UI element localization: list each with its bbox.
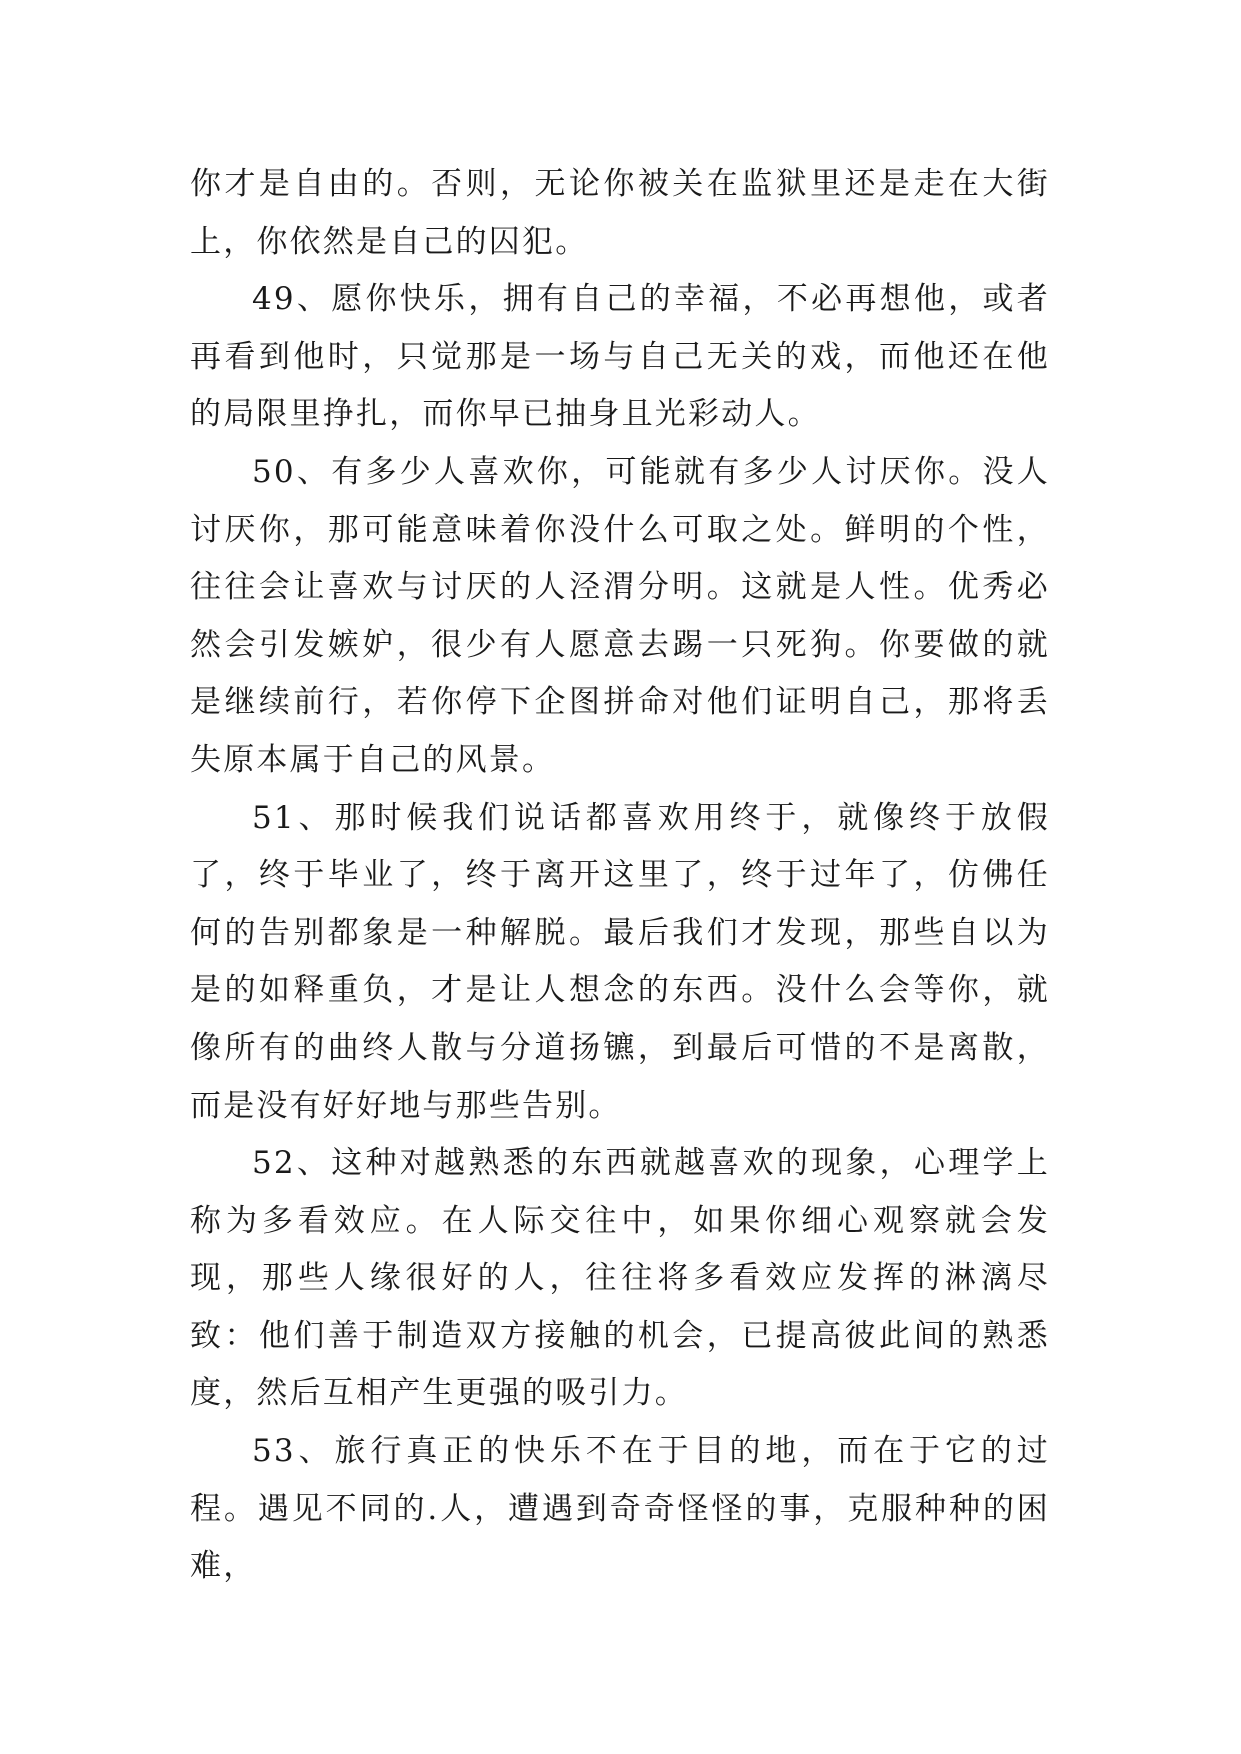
paragraph-51: 51、那时候我们说话都喜欢用终于，就像终于放假了，终于毕业了，终于离开这里了，终于过年了，仿佛任何的告别都象是一种解脱。最后我们才发现，那些自以为是的如释重负，才是让人想念的东西。没什么会等你，就像所有的曲终人散与分道扬镳，到最后可惜的不是离散，而是没有好好地与那些告别。 xyxy=(190,799,1050,1124)
paragraph-53: 53、旅行真正的快乐不在于目的地，而在于它的过程。遇见不同的.人，遭遇到奇奇怪怪的事，克服种种的困难， xyxy=(190,1433,1050,1585)
paragraph-52: 52、这种对越熟悉的东西就越喜欢的现象，心理学上称为多看效应。在人际交往中，如果你细心观察就会发现，那些人缘很好的人，往往将多看效应发挥的淋漓尽致：他们善于制造双方接触的机会，已提高彼此间的熟悉度，然后互相产生更强的吸引力。 xyxy=(190,1145,1050,1412)
paragraph-50: 50、有多少人喜欢你，可能就有多少人讨厌你。没人讨厌你，那可能意味着你没什么可取之处。鲜明的个性，往往会让喜欢与讨厌的人泾渭分明。这就是人性。优秀必然会引发嫉妒，很少有人愿意去踢一只死狗。你要做的就是继续前行，若你停下企图拼命对他们证明自己，那将丢失原本属于自己的风景。 xyxy=(190,453,1050,778)
document-body xyxy=(190,156,1050,1596)
paragraph-49: 49、愿你快乐，拥有自己的幸福，不必再想他，或者再看到他时，只觉那是一场与自己无关的戏，而他还在他的局限里挣扎，而你早已抽身且光彩动人。 xyxy=(190,281,1050,433)
paragraph-continuation: 你才是自由的。否则，无论你被关在监狱里还是走在大街上，你依然是自己的囚犯。 xyxy=(190,166,1050,260)
